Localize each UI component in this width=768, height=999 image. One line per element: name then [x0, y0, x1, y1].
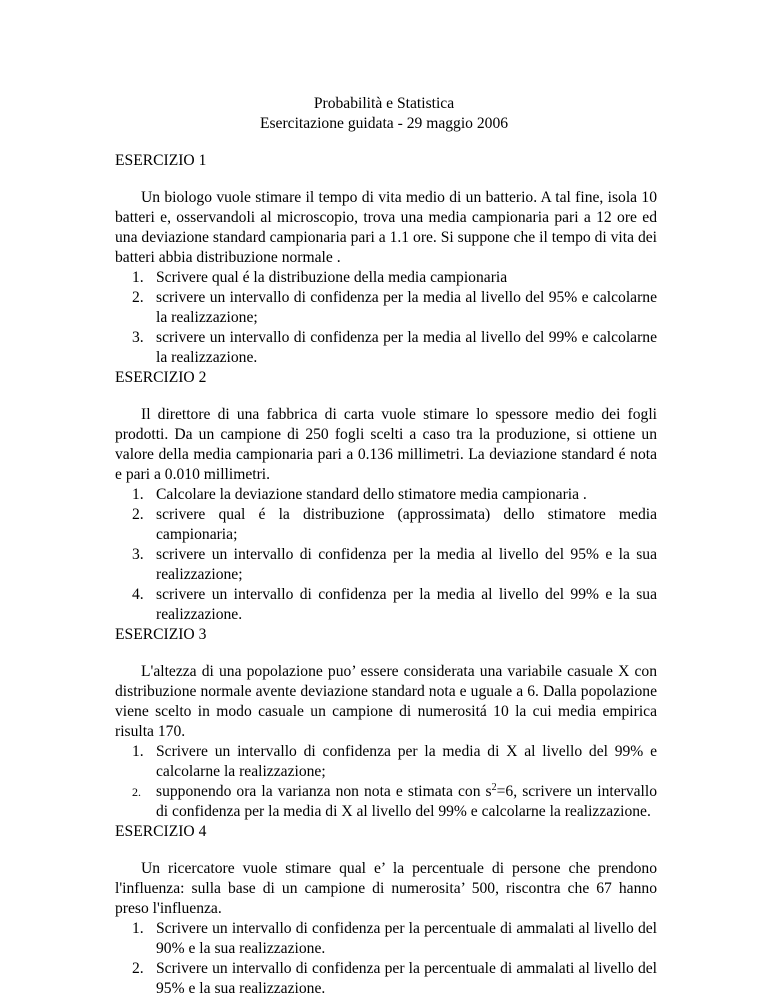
exercise-text: Il direttore di una fabbrica di carta vuole stimare lo spessore medio dei fogli prodotti. Da un campione di 250 fogli scelti a caso tra la produzione, si ottiene un valore della media campionaria pari a 0.136 millimetri. La deviazione standard é nota e pari a 0.010 millimetri. — [115, 406, 657, 483]
document-body — [115, 151, 657, 999]
exercise-list — [115, 919, 657, 999]
list-item: 2. supponendo ora la varianza non nota e stimata con $s^2=6$, scrivere un intervallo di confidenza per la media di X al livello del 99% e calcolarne la realizzazione. — [132, 781, 657, 820]
exercise-2 — [115, 368, 657, 625]
course-title: Probabilità e Statistica — [313, 95, 455, 112]
exercise-text: Un ricercatore vuole stimare qual e’ la percentuale di persone che prendono l'influenza: sulla base di un campione di numerosita’ 500, riscontra che 67 hanno preso l'influenza. — [115, 860, 657, 917]
list-item: 3. scrivere un intervallo di confidenza per la media al livello del 95% e la sua realizzazione; — [132, 546, 657, 583]
document-subtitle: Esercitazione guidata - 29 maggio 2006 — [259, 115, 509, 132]
list-item: 1. Scrivere qual é la distribuzione della media campionaria — [132, 269, 508, 286]
superscript: 2 — [491, 781, 497, 793]
list-item: 1. Scrivere un intervallo di confidenza per la media di X al livello del 99% e calcolarne la realizzazione; — [132, 743, 657, 780]
exercise-title: ESERCIZIO 1 — [115, 152, 207, 169]
list-item: 2. Scrivere un intervallo di confidenza per la percentuale di ammalati al livello del 95% e la sua realizzazione. — [132, 960, 657, 997]
list-item: 1. Scrivere un intervallo di confidenza per la percentuale di ammalati al livello del 90% e la sua realizzazione. — [132, 920, 657, 957]
exercise-list — [115, 485, 657, 625]
exercise-text: L'altezza di una popolazione puo’ essere considerata una variabile casuale X con distribuzione normale avente deviazione standard nota e uguale a 6. Dalla popolazione viene scelto in modo casuale un campione di numerositá 10 la cui media empirica risulta 170. — [115, 663, 657, 740]
list-item: 2. scrivere un intervallo di confidenza per la media al livello del 95% e calcolarne la realizzazione; — [132, 289, 657, 326]
list-item: 1. Calcolare la deviazione standard dello stimatore media campionaria . — [132, 486, 587, 503]
list-item: 3. scrivere un intervallo di confidenza per la media al livello del 99% e calcolarne la realizzazione. — [132, 329, 657, 366]
exercise-1 — [115, 151, 657, 368]
exercise-title: ESERCIZIO 4 — [115, 823, 207, 840]
exercise-title: ESERCIZIO 2 — [115, 369, 207, 386]
exercise-list — [115, 268, 657, 368]
exercise-list — [115, 742, 657, 822]
exercise-title: ESERCIZIO 3 — [115, 626, 207, 643]
exercise-4 — [115, 822, 657, 999]
list-item: 4. scrivere un intervallo di confidenza per la media al livello del 99% e la sua realizzazione. — [132, 586, 657, 623]
exercise-text: Un biologo vuole stimare il tempo di vita medio di un batterio. A tal fine, isola 10 batteri e, osservandoli al microscopio, trova una media campionaria pari a 12 ore ed una deviazione standard campionaria pari a 1.1 ore. Si suppone che il tempo di vita dei batteri abbia distribuzione normale . — [115, 189, 657, 266]
exercise-3 — [115, 625, 657, 822]
document-header — [0, 94, 768, 134]
list-item: 2. scrivere qual é la distribuzione (approssimata) dello stimatore media campionaria; — [132, 506, 657, 543]
